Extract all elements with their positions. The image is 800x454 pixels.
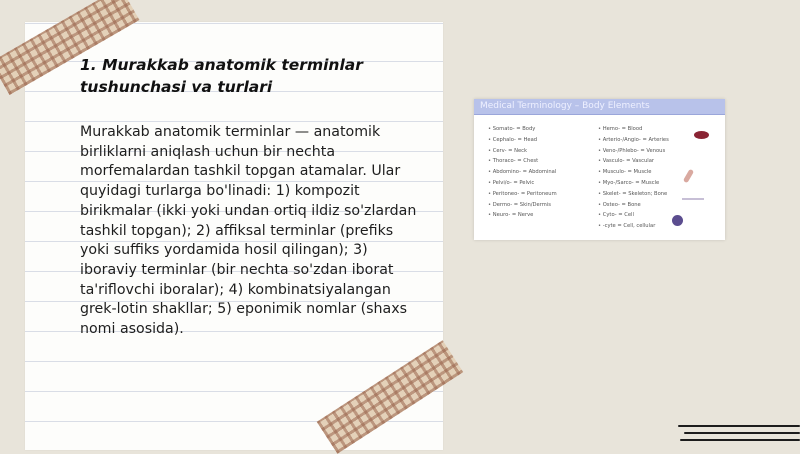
term-item: • Veno-/Phlebo- = Venous [598,146,669,157]
decorative-lines [678,423,800,443]
term-item: • Neuro- = Nerve [488,210,557,221]
slide-title: 1. Murakkab anatomik terminlar tushunchasi va turlari [80,56,363,96]
term-item: • Cerv- = Neck [488,146,557,157]
terms-right-column [598,124,669,232]
term-item: • Somato- = Body [488,124,557,135]
term-item: • Thoraco- = Chest [488,156,557,167]
term-item: • Cyto- = Cell [598,210,669,221]
term-item: • Vasculo- = Vascular [598,156,669,167]
term-item: • Musculo- = Muscle [598,167,669,178]
muscle-icon [683,169,694,184]
slide-body-text: Murakkab anatomik terminlar — anatomik birliklarni aniqlash uchun bir nechta morfemalardan tashkil topgan atamalar. Ular quyidagi turlarga bo'linadi: 1) kompozit birikmalar (ikki yoki undan ortiq ildiz so'zlardan tashkil topgan); 2) affiksal terminlar (prefiks yoki suffiks yordamida hosil qilingan); 3) iboraviy terminlar (bir nechta so'zdan iborat ta'riflovchi iboralar); 4) kombinatsiyalangan grek-lotin shakllar; 5) eponimik nomlar (shaxs nomi asosida). [80,124,417,338]
term-item: • Skelet- = Skeleton; Bone [598,189,669,200]
decorative-line [678,425,800,427]
term-item: • Arterio-/Angio- = Arteries [598,135,669,146]
term-item: • Cephalo- = Head [488,135,557,146]
term-item: • Dermo- = Skin/Dermis [488,200,557,211]
image-card-header: Medical Terminology – Body Elements [474,99,725,115]
terminology-image-card [474,99,725,240]
term-item: • Hemo- = Blood [598,124,669,135]
decorative-line [680,439,800,441]
decorative-line [684,432,800,434]
term-item: • Pelvi/o- = Pelvic [488,178,557,189]
blood-drop-icon [694,131,709,139]
terms-left-column [488,124,557,221]
term-item: • Abdomino- = Abdominal [488,167,557,178]
term-item: • Osteo- = Bone [598,200,669,211]
cell-icon [672,215,683,226]
term-item: • Myo-/Sarco- = Muscle [598,178,669,189]
term-item: • Peritoneo- = Peritoneum [488,189,557,200]
bone-icon [682,198,704,200]
term-item: • -cyte = Cell, cellular [598,221,669,232]
